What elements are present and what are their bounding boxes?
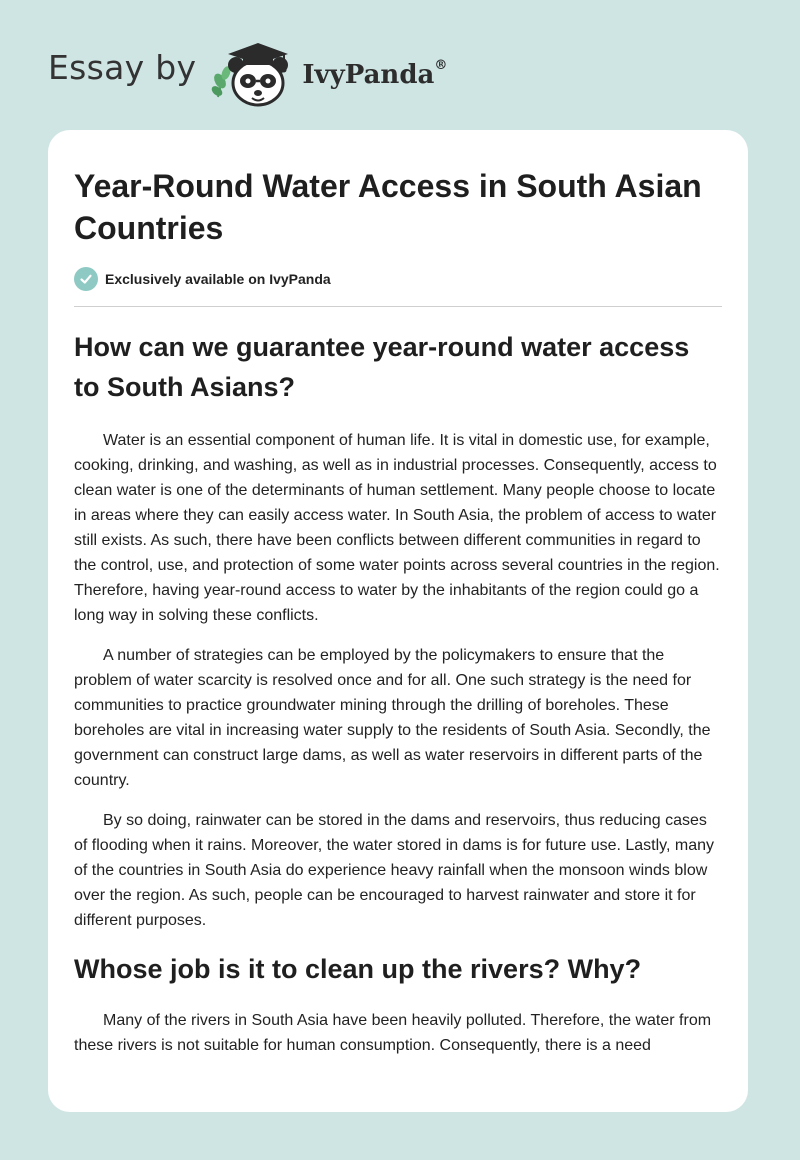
brand-name (302, 60, 447, 90)
brand-header[interactable] (48, 38, 447, 108)
paragraph: A number of strategies can be employed by the policymakers to ensure that the problem of water scarcity is resolved once and for all. One such strategy is the need for communities to practice groundwater mining through the drilling of boreholes. These boreholes are vital in increasing water supply to the residents of South Asia. Secondly, the government can construct large dams, as well as water reservoirs in different parts of the country. (74, 647, 711, 789)
paragraph: Water is an essential component of human life. It is vital in domestic use, for example, cooking, drinking, and washing, as well as in industrial processes. Consequently, access to clean water is one of the determinants of human settlement. Many people choose to locate in areas where they can easily access water. In South Asia, the problem of access to water still exists. As such, there have been conflicts between different communities in regard to the control, use, and protection of some water points across several countries in the region. Therefore, having year-round access to water by the inhabitants of the region could go a long way in solving these conflicts. (74, 432, 720, 624)
check-icon (74, 267, 98, 291)
paragraph: By so doing, rainwater can be stored in the dams and reservoirs, thus reducing cases of flooding when it rains. Moreover, the water stored in dams is for future use. Lastly, many of the countries in South Asia do experience heavy rainfall when the monsoon winds blow over the region. As such, people can be encouraged to harvest rainwater and store it for different purposes. (74, 812, 715, 929)
registered-mark: ® (434, 58, 448, 74)
panda-logo-icon (210, 37, 300, 109)
section-heading: Whose job is it to clean up the rivers? Why? (74, 954, 642, 984)
section-heading: How can we guarantee year-round water access to South Asians? (74, 332, 690, 402)
brand-prefix: Essay by (48, 47, 197, 87)
brand-name-text: IvyPanda (302, 60, 435, 90)
article-title: Year-Round Water Access in South Asian Countries (74, 168, 702, 246)
badge-label: Exclusively available on IvyPanda (105, 271, 331, 287)
exclusive-badge (74, 267, 722, 291)
paragraph: Many of the rivers in South Asia have been heavily polluted. Therefore, the water from these rivers is not suitable for human consumption. Consequently, there is a need (74, 1012, 712, 1054)
divider (74, 306, 722, 307)
article-card (48, 130, 748, 1112)
leaf-icon (210, 65, 232, 98)
